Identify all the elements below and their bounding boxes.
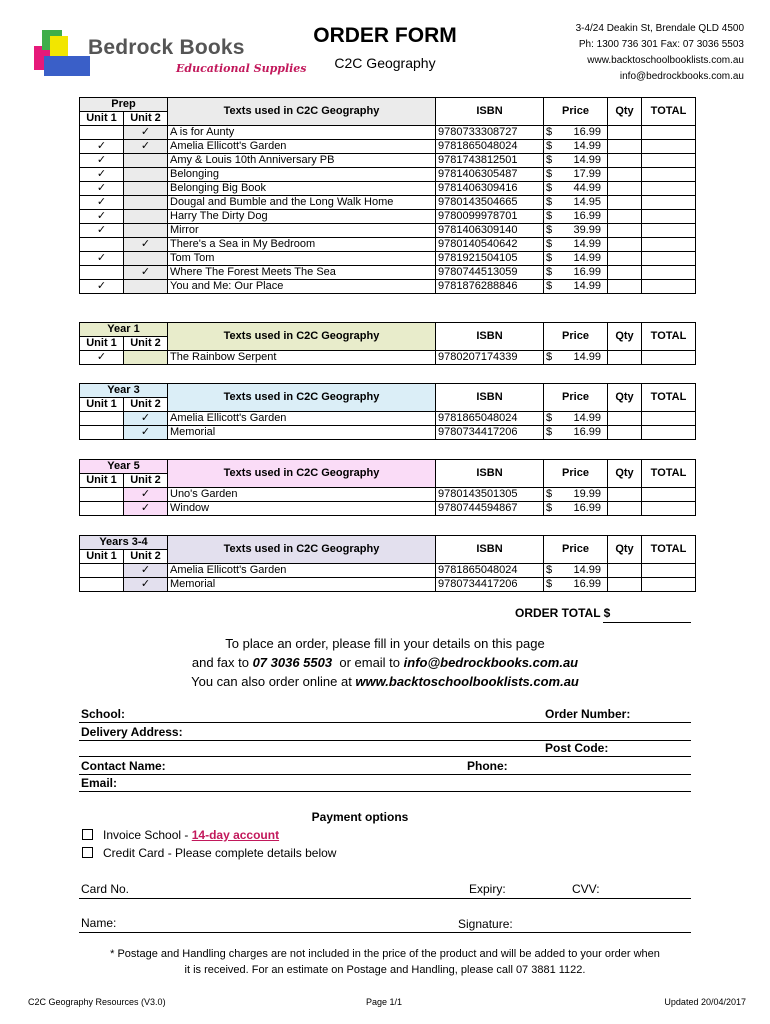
unit-2-check: ✓ [124,488,168,502]
line-total [642,140,696,154]
unit-1-check: ✓ [80,351,124,365]
line-total [642,168,696,182]
unit-2-check: ✓ [124,578,168,592]
logo-mark [34,26,90,78]
unit-2-check [124,224,168,238]
qty-input[interactable] [608,224,642,238]
table-row [80,182,696,196]
book-title: Where The Forest Meets The Sea [168,266,436,280]
unit-2-header: Unit 2 [124,398,168,412]
texts-header: Texts used in C2C Geography [168,384,436,412]
qty-header: Qty [608,536,642,564]
line-total [642,196,696,210]
brand-tagline: Educational Supplies [176,62,307,75]
section-name: Year 1 [80,323,168,337]
total-header: TOTAL [642,98,696,126]
instructions-line-2 [0,653,770,672]
footer-updated: Updated 20/04/2017 [664,997,746,1007]
unit-2-header: Unit 2 [124,550,168,564]
line-total [642,154,696,168]
unit-2-check: ✓ [124,412,168,426]
order-table [79,535,696,592]
unit-1-check: ✓ [80,210,124,224]
book-title: Amy & Louis 10th Anniversary PB [168,154,436,168]
unit-2-check [124,196,168,210]
isbn-value: 9780099978701 [436,210,544,224]
order-website[interactable]: www.backtoschoolbooklists.com.au [355,674,579,689]
book-title: Belonging Big Book [168,182,436,196]
credit-card-label: Credit Card - Please complete details below [103,846,337,860]
line-total [642,488,696,502]
unit-2-check: ✓ [124,140,168,154]
credit-card-checkbox[interactable] [82,847,93,858]
table-row [80,266,696,280]
line-total [642,252,696,266]
phone-fax: Ph: 1300 736 301 Fax: 07 3036 5503 [578,39,744,50]
isbn-value: 9781865048024 [436,140,544,154]
order-number-label: Order Number: [545,707,631,721]
isbn-header: ISBN [436,98,544,126]
table-row [80,351,696,365]
contact-name-field[interactable] [79,774,691,775]
invoice-checkbox[interactable] [82,829,93,840]
website-link[interactable]: www.backtoschoolbooklists.com.au [587,55,744,66]
unit-1-check: ✓ [80,224,124,238]
price-value: $ 16.99 [544,266,608,280]
postage-note-line-1: * Postage and Handling charges are not included in the price of the product and will be added to your order when [110,948,660,960]
phone-label: Phone: [467,759,508,773]
line-total [642,412,696,426]
unit-1-check: ✓ [80,252,124,266]
order-table [79,322,696,365]
isbn-value: 9781921504105 [436,252,544,266]
expiry-label: Expiry: [469,882,506,896]
unit-1-check [80,502,124,516]
unit-1-check: ✓ [80,154,124,168]
isbn-header: ISBN [436,323,544,351]
table-row [80,412,696,426]
isbn-value: 9781865048024 [436,412,544,426]
qty-input[interactable] [608,182,642,196]
instructions-email-prefix: or email to [332,655,404,670]
unit-1-check [80,426,124,440]
unit-2-check: ✓ [124,126,168,140]
price-value: $ 17.99 [544,168,608,182]
total-header: TOTAL [642,323,696,351]
credit-card-option[interactable] [82,846,336,860]
unit-2-check: ✓ [124,266,168,280]
isbn-value: 9780744594867 [436,502,544,516]
invoice-option[interactable] [82,828,279,842]
total-header: TOTAL [642,460,696,488]
unit-2-check [124,154,168,168]
price-value: $ 16.99 [544,502,608,516]
isbn-value: 9781406309140 [436,224,544,238]
qty-input[interactable] [608,351,642,365]
unit-2-check: ✓ [124,564,168,578]
book-title: The Rainbow Serpent [168,351,436,365]
book-title: Tom Tom [168,252,436,266]
qty-input[interactable] [608,126,642,140]
unit-2-check [124,351,168,365]
isbn-value: 9780140540642 [436,238,544,252]
unit-2-check [124,280,168,294]
book-title: Mirror [168,224,436,238]
unit-1-check [80,266,124,280]
line-total [642,182,696,196]
price-value: $ 14.99 [544,280,608,294]
instructions-line-3 [0,672,770,691]
line-total [642,502,696,516]
instructions-line-1: To place an order, please fill in your details on this page [225,636,545,651]
delivery-address-label: Delivery Address: [81,725,183,739]
book-title: Dougal and Bumble and the Long Walk Home [168,196,436,210]
signature-field[interactable] [79,932,691,933]
order-table [79,459,696,516]
unit-1-check [80,238,124,252]
table-row [80,426,696,440]
isbn-value: 9780143504665 [436,196,544,210]
brand-name: Bedrock Books [88,36,245,59]
price-value: $ 16.99 [544,426,608,440]
unit-1-header: Unit 1 [80,398,124,412]
unit-2-check [124,182,168,196]
order-total-field[interactable] [603,622,691,623]
unit-2-header: Unit 2 [124,112,168,126]
unit-1-check [80,488,124,502]
price-header: Price [544,536,608,564]
qty-input[interactable] [608,564,642,578]
post-code-label: Post Code: [545,741,609,755]
section-name: Year 3 [80,384,168,398]
qty-header: Qty [608,460,642,488]
qty-header: Qty [608,323,642,351]
card-number-label: Card No. [81,882,130,896]
email-field[interactable] [79,791,691,792]
book-title: Memorial [168,578,436,592]
isbn-value: 9781876288846 [436,280,544,294]
texts-header: Texts used in C2C Geography [168,460,436,488]
qty-input[interactable] [608,578,642,592]
price-value: $ 14.99 [544,252,608,266]
price-value: $ 14.99 [544,238,608,252]
unit-2-check [124,252,168,266]
texts-header: Texts used in C2C Geography [168,98,436,126]
isbn-value: 9780143501305 [436,488,544,502]
unit-2-check: ✓ [124,502,168,516]
page-subtitle: C2C Geography [334,55,436,71]
book-title: Belonging [168,168,436,182]
cardholder-name-label: Name: [81,916,117,930]
book-title: Harry The Dirty Dog [168,210,436,224]
unit-2-check: ✓ [124,238,168,252]
line-total [642,351,696,365]
card-number-field[interactable] [79,898,691,899]
table-row [80,126,696,140]
qty-input[interactable] [608,266,642,280]
table-row [80,196,696,210]
price-value: $ 19.99 [544,488,608,502]
table-row [80,224,696,238]
line-total [642,578,696,592]
table-row [80,140,696,154]
school-field[interactable] [79,722,691,723]
line-total [642,426,696,440]
section-name: Years 3-4 [80,536,168,550]
texts-header: Texts used in C2C Geography [168,536,436,564]
account-link[interactable]: 14-day account [191,828,280,842]
order-table [79,383,696,440]
book-title: Amelia Ellicott's Garden [168,140,436,154]
line-total [642,564,696,578]
email-label: Email: [81,776,118,790]
unit-1-check [80,564,124,578]
unit-2-check [124,168,168,182]
table-row [80,210,696,224]
unit-1-check [80,126,124,140]
isbn-value: 9780733308727 [436,126,544,140]
unit-2-check [124,210,168,224]
unit-1-check [80,578,124,592]
table-row [80,238,696,252]
total-header: TOTAL [642,536,696,564]
qty-input[interactable] [608,210,642,224]
price-value: $ 14.99 [544,351,608,365]
price-value: $ 14.99 [544,140,608,154]
qty-input[interactable] [608,140,642,154]
unit-1-header: Unit 1 [80,337,124,351]
footer-page: Page 1/1 [366,997,403,1007]
line-total [642,224,696,238]
unit-1-check: ✓ [80,168,124,182]
instructions-online-prefix: You can also order online at [191,674,356,689]
unit-1-header: Unit 1 [80,112,124,126]
isbn-header: ISBN [436,460,544,488]
page-title: ORDER FORM [313,24,457,47]
isbn-value: 9780744513059 [436,266,544,280]
table-row [80,502,696,516]
post-code-field[interactable] [79,756,691,757]
qty-input[interactable] [608,502,642,516]
qty-header: Qty [608,384,642,412]
total-header: TOTAL [642,384,696,412]
order-total-label: ORDER TOTAL $ [515,606,611,620]
book-title: Amelia Ellicott's Garden [168,412,436,426]
order-email[interactable]: info@bedrockbooks.com.au [403,655,579,670]
qty-input[interactable] [608,238,642,252]
table-row [80,280,696,294]
table-row [80,168,696,182]
price-value: $ 16.99 [544,578,608,592]
table-row [80,488,696,502]
isbn-value: 9781743812501 [436,154,544,168]
line-total [642,238,696,252]
table-row [80,578,696,592]
unit-1-header: Unit 1 [80,474,124,488]
cvv-label: CVV: [572,882,600,896]
address-line: 3-4/24 Deakin St, Brendale QLD 4500 [575,23,744,34]
price-header: Price [544,384,608,412]
line-total [642,266,696,280]
unit-1-check: ✓ [80,280,124,294]
unit-1-check: ✓ [80,182,124,196]
price-value: $ 14.95 [544,196,608,210]
signature-label: Signature: [458,917,513,931]
section-name: Year 5 [80,460,168,474]
price-header: Price [544,98,608,126]
school-label: School: [81,707,125,721]
section-name: Prep [80,98,168,112]
table-row [80,154,696,168]
book-title: Memorial [168,426,436,440]
isbn-value: 9781406309416 [436,182,544,196]
book-title: Uno's Garden [168,488,436,502]
qty-input[interactable] [608,412,642,426]
postage-note-line-2: it is received. For an estimate on Postage and Handling, please call 07 3881 1122. [184,964,586,976]
unit-2-header: Unit 2 [124,337,168,351]
isbn-value: 9781865048024 [436,564,544,578]
price-value: $ 14.99 [544,564,608,578]
price-header: Price [544,460,608,488]
book-title: There's a Sea in My Bedroom [168,238,436,252]
qty-input[interactable] [608,252,642,266]
contact-name-label: Contact Name: [81,759,166,773]
book-title: Amelia Ellicott's Garden [168,564,436,578]
price-header: Price [544,323,608,351]
table-row [80,252,696,266]
qty-input[interactable] [608,280,642,294]
unit-1-check [80,412,124,426]
price-value: $ 39.99 [544,224,608,238]
contact-block [576,21,744,85]
payment-title: Payment options [311,810,409,824]
qty-input[interactable] [608,426,642,440]
order-table [79,97,696,294]
price-value: $ 16.99 [544,126,608,140]
qty-input[interactable] [608,488,642,502]
line-total [642,280,696,294]
instructions-fax-prefix: and fax to [191,655,253,670]
line-total [642,126,696,140]
invoice-label: Invoice School - [103,828,192,842]
isbn-header: ISBN [436,536,544,564]
price-value: $ 14.99 [544,154,608,168]
book-title: You and Me: Our Place [168,280,436,294]
texts-header: Texts used in C2C Geography [168,323,436,351]
unit-1-check: ✓ [80,196,124,210]
qty-input[interactable] [608,196,642,210]
line-total [642,210,696,224]
unit-1-header: Unit 1 [80,550,124,564]
qty-header: Qty [608,98,642,126]
footer-version: C2C Geography Resources (V3.0) [28,997,166,1007]
qty-input[interactable] [608,168,642,182]
isbn-value: 9780207174339 [436,351,544,365]
unit-2-check: ✓ [124,426,168,440]
fax-number: 07 3036 5503 [252,655,333,670]
book-title: A is for Aunty [168,126,436,140]
isbn-value: 9780734417206 [436,578,544,592]
table-row [80,564,696,578]
unit-2-header: Unit 2 [124,474,168,488]
isbn-header: ISBN [436,384,544,412]
book-title: Window [168,502,436,516]
unit-1-check: ✓ [80,140,124,154]
price-value: $ 14.99 [544,412,608,426]
price-value: $ 16.99 [544,210,608,224]
qty-input[interactable] [608,154,642,168]
isbn-value: 9780734417206 [436,426,544,440]
email-link[interactable]: info@bedrockbooks.com.au [619,71,744,82]
price-value: $ 44.99 [544,182,608,196]
isbn-value: 9781406305487 [436,168,544,182]
